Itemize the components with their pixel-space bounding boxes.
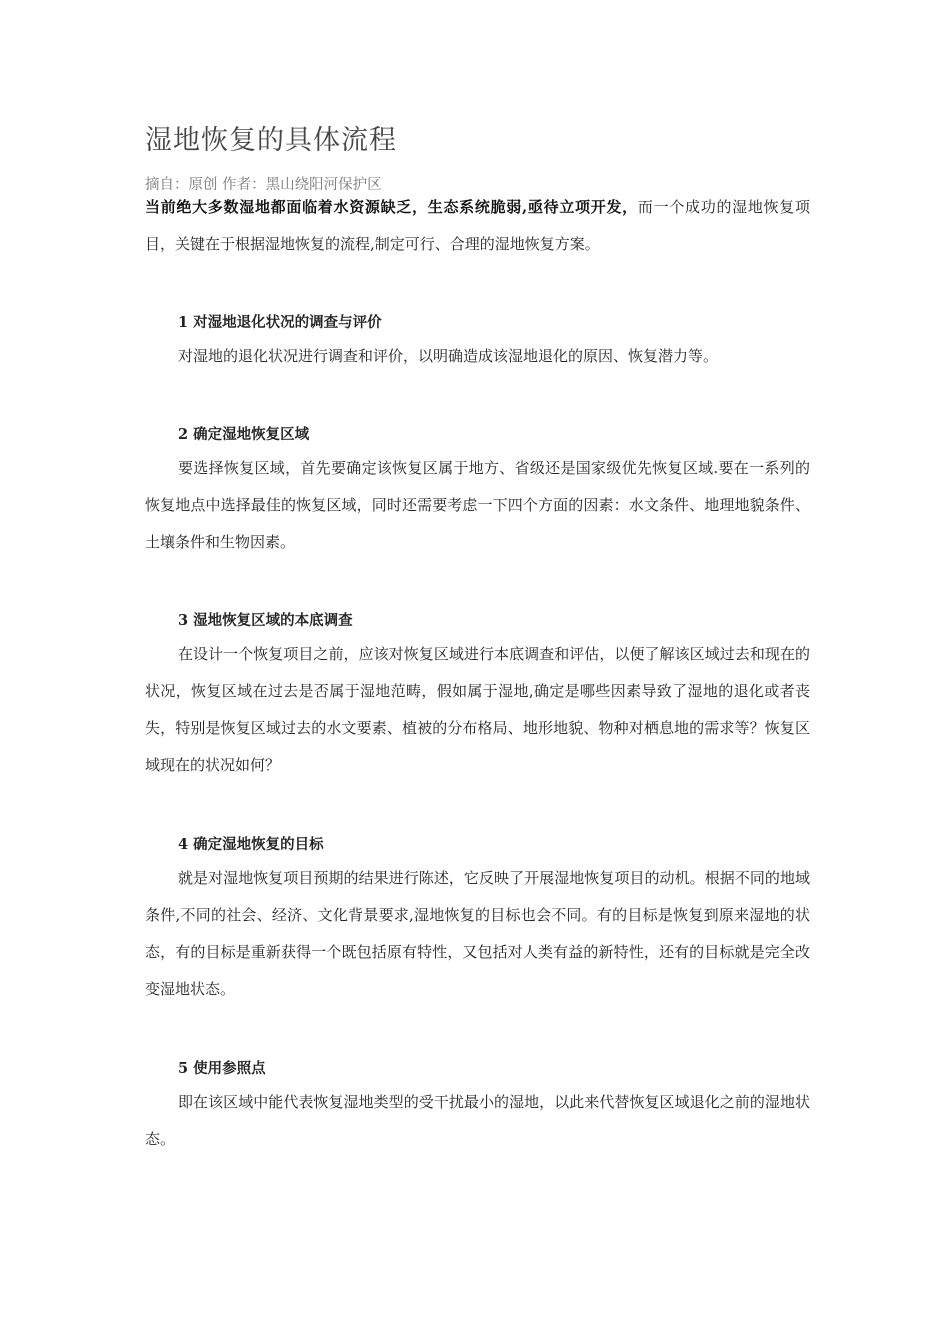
section-heading-5: 5 使用参照点 (178, 1060, 266, 1077)
section-heading-4: 4 确定湿地恢复的目标 (178, 836, 324, 853)
section-body-1: 对湿地的退化状况进行调查和评价，以明确造成该湿地退化的原因、恢复潜力等。 (178, 347, 719, 365)
section-heading-2: 2 确定湿地恢复区域 (178, 426, 310, 443)
intro-bold-text: 当前绝大多数湿地都面临着水资源缺乏，生态系统脆弱,亟待立项开发， (145, 198, 638, 216)
article-meta: 摘自：原创 作者：黑山绕阳河保护区 (145, 177, 382, 193)
section-body-5: 即在该区域中能代表恢复湿地类型的受干扰最小的湿地，以此来代替恢复区域退化之前的湿地状态。 (145, 1093, 810, 1148)
article-title: 湿地恢复的具体流程 (145, 125, 397, 156)
intro-paragraph (145, 189, 810, 263)
section-body-3: 在设计一个恢复项目之前，应该对恢复区域进行本底调查和评估，以便了解该区域过去和现在的状况，恢复区域在过去是否属于湿地范畴，假如属于湿地,确定是哪些因素导致了湿地的退化或者丧失，特别是恢复区域过去的水文要素、植被的分布格局、地形地貌、物种对栖息地的需求等？恢复区域现在的状况如何？ (145, 645, 810, 774)
section-heading-3: 3 湿地恢复区域的本底调查 (178, 612, 353, 629)
intro-rest-text: 而一个成功的湿地恢复项目，关键在于根据湿地恢复的流程,制定可行、合理的湿地恢复方案。 (145, 198, 810, 253)
section-heading-1: 1 对湿地退化状况的调查与评价 (178, 314, 382, 331)
section-body-4: 就是对湿地恢复项目预期的结果进行陈述，它反映了开展湿地恢复项目的动机。根据不同的地域条件,不同的社会、经济、文化背景要求,湿地恢复的目标也会不同。有的目标是恢复到原来湿地的状态，有的目标是重新获得一个既包括原有特性，又包括对人类有益的新特性，还有的目标就是完全改变湿地状态。 (145, 869, 810, 998)
section-body-2: 要选择恢复区域，首先要确定该恢复区属于地方、省级还是国家级优先恢复区域.要在一系列的恢复地点中选择最佳的恢复区域，同时还需要考虑一下四个方面的因素：水文条件、地理地貌条件、土壤条件和生物因素。 (145, 459, 810, 551)
